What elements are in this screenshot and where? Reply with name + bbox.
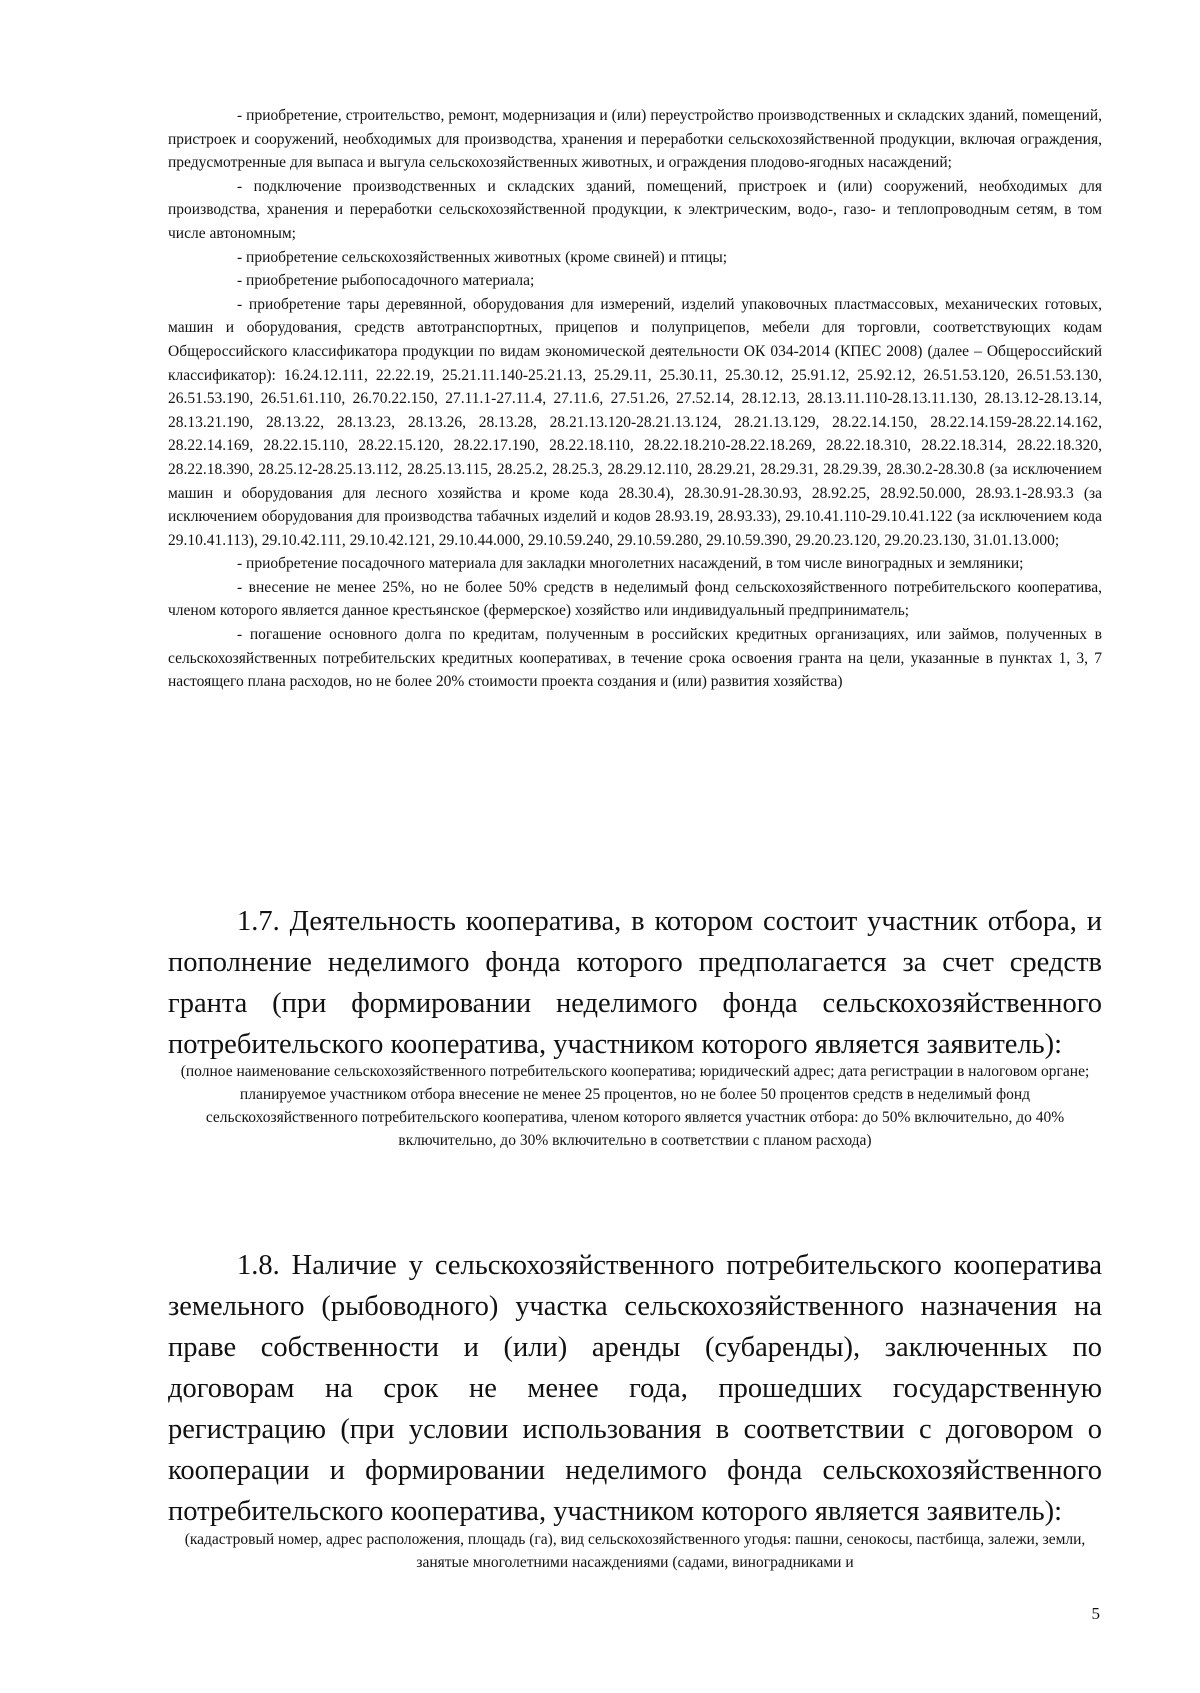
- section-1-7-heading: 1.7. Деятельность кооператива, в котором состоит участник отбора, и пополнение неделимого фонда которого предполагается за счет средств гранта (при формировании неделимого фонда сельскохозяйственного потребительского кооператива, участником которого является заявитель):: [168, 906, 1102, 1060]
- list-item: - приобретение посадочного материала для закладки многолетних насаждений, в том числе виноградных и земляники;: [237, 555, 1024, 573]
- list-item: - погашение основного долга по кредитам, полученным в российских кредитных организациях, или займов, полученных в сельскохозяйственных потребительских кредитных кооперативах, в течение срока освоения гранта на цели, указанные в пунктах 1, 3, 7 настоящего плана расходов, но не более 20% стоимости проекта создания и (или) развития хозяйства): [168, 626, 1102, 691]
- list-item: - внесение не менее 25%, но не более 50% средств в неделимый фонд сельскохозяйственного потребительского кооператива, членом которого является данное крестьянское (фермерское) хозяйство или индивидуальный предприниматель;: [168, 578, 1102, 620]
- list-item: - приобретение рыбопосадочного материала;: [237, 272, 535, 290]
- list-item: - подключение производственных и складских зданий, помещений, пристроек и (или) сооружений, необходимых для производства, хранения и переработки сельскохозяйственной продукции, к электрическим, водо-, газо- и теплопроводным сетям, в том числе автономным;: [168, 177, 1102, 242]
- list-item: - приобретение тары деревянной, оборудования для измерений, изделий упаковочных пластмассовых, механических готовых, машин и оборудования, средств автотранспортных, прицепов и полуприцепов, мебели для торговли, соответствующих кодам Общероссийского классификатора продукции по видам экономической деятельности ОК 034-2014 (КПЕС 2008) (далее – Общероссийский классификатор): 16.24.12.111, 22.22.19, 25.21.11.140-25.21.13, 25.29.11, 25.30.11, 25.30.12, 25.91.12, 25.92.12, 26.51.53.120, 26.51.53.130, 26.51.53.190, 26.51.61.110, 26.70.22.150, 27.11.1-27.11.4, 27.11.6, 27.51.26, 27.52.14, 28.12.13, 28.13.11.110-28.13.11.130, 28.13.12-28.13.14, 28.13.21.190, 28.13.22, 28.13.23, 28.13.26, 28.13.28, 28.21.13.120-28.21.13.124, 28.21.13.129, 28.22.14.150, 28.22.14.159-28.22.14.162, 28.22.14.169, 28.22.15.110, 28.22.15.120, 28.22.17.190, 28.22.18.110, 28.22.18.210-28.22.18.269, 28.22.18.310, 28.22.18.314, 28.22.18.320, 28.22.18.390, 28.25.12-28.25.13.112, 28.25.13.115, 28.25.2, 28.25.3, 28.29.12.110, 28.29.21, 28.29.31, 28.29.39, 28.30.2-28.30.8 (за исключением машин и оборудования для лесного хозяйства и кроме кода 28.30.4), 28.30.91-28.30.93, 28.92.25, 28.92.50.000, 28.93.1-28.93.3 (за исключением оборудования для производства табачных изделий и кодов 28.93.19, 28.93.33), 29.10.41.110-29.10.41.122 (за исключением кода 29.10.41.113), 29.10.42.111, 29.10.42.121, 29.10.44.000, 29.10.59.240, 29.10.59.280, 29.10.59.390, 29.20.23.120, 29.20.23.130, 31.01.13.000;: [168, 295, 1102, 549]
- page-number: 5: [1091, 1604, 1100, 1623]
- section-1-8-heading: 1.8. Наличие у сельскохозяйственного потребительского кооператива земельного (рыбоводного) участка сельскохозяйственного назначения на праве собственности и (или) аренды (субаренды), заключенных по договорам на срок не менее года, прошедших государственную регистрацию (при условии использования в соответствии с договором о кооперации и формировании неделимого фонда сельскохозяйственного потребительского кооператива, участником которого является заявитель):: [168, 1250, 1102, 1527]
- expense-list: [168, 104, 1102, 694]
- list-item: - приобретение, строительство, ремонт, модернизация и (или) переустройство производственных и складских зданий, помещений, пристроек и сооружений, необходимых для производства, хранения и переработки сельскохозяйственной продукции, включая ограждения, предусмотренные для выпаса и выгула сельскохозяйственных животных, и ограждения плодово-ягодных насаждений;: [168, 107, 1102, 172]
- section-1-7-note: (полное наименование сельскохозяйственного потребительского кооператива; юридический адрес; дата регистрации в налоговом органе; планируемое участником отбора внесение не менее 25 процентов, но не более 50 процентов средств в неделимый фонд сельскохозяйственного потребительского кооператива, членом которого является участник отбора: до 50% включительно, до 40% включительно, до 30% включительно в соответствии с планом расхода): [180, 1063, 1090, 1149]
- section-1-8-note: (кадастровый номер, адрес расположения, площадь (га), вид сельскохозяйственного угодья: пашни, сенокосы, пастбища, залежи, земли, занятые многолетними насаждениями (садами, виноградниками и: [184, 1531, 1086, 1571]
- list-item: - приобретение сельскохозяйственных животных (кроме свиней) и птицы;: [237, 248, 728, 266]
